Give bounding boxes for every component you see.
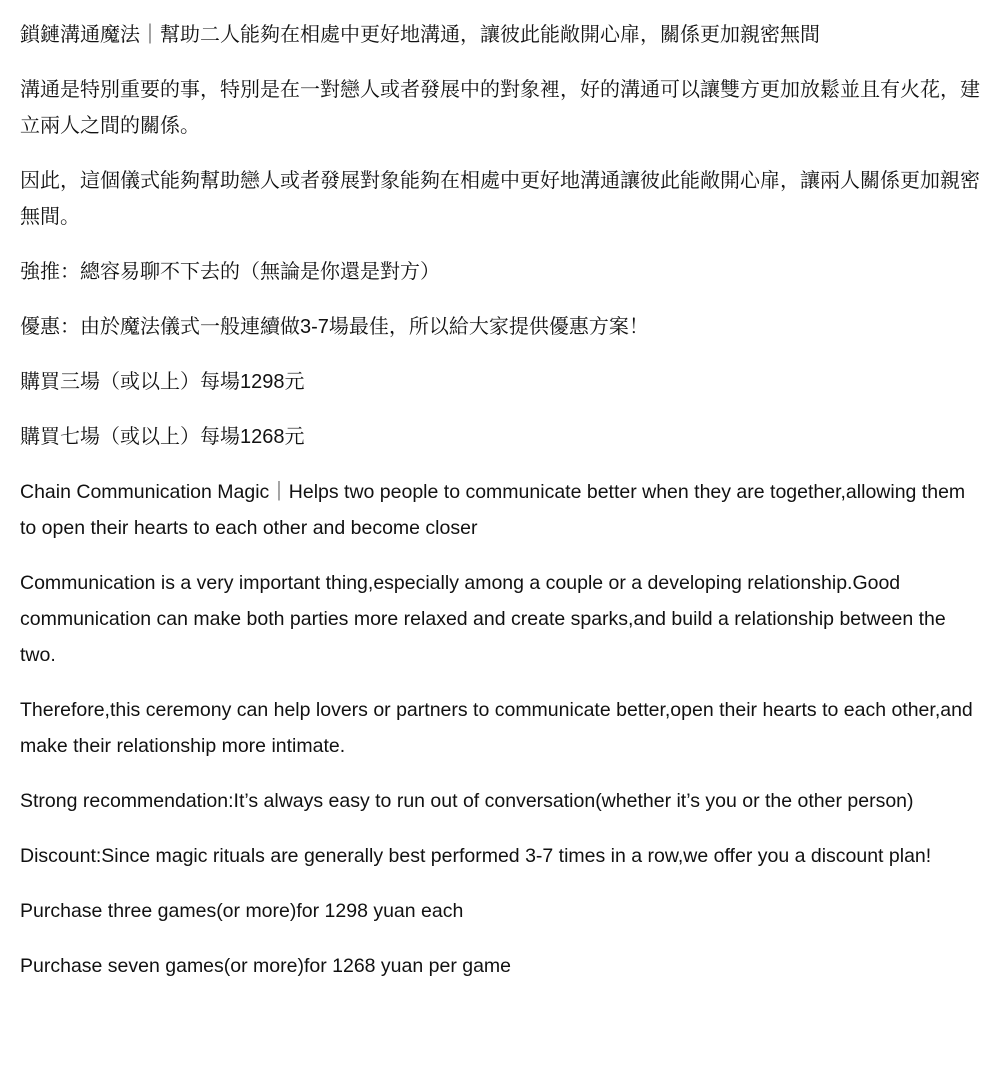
- zh-price-three: 購買三場（或以上）每場1298元: [20, 371, 305, 393]
- en-purpose: Therefore,this ceremony can help lovers or partners to communicate better,open their hearts to each other,and make their relationship more intimate.: [20, 699, 973, 757]
- en-recommendation: Strong recommendation:It’s always easy to run out of conversation(whether it’s you or the other person): [20, 790, 914, 812]
- zh-price-seven: 購買七場（或以上）每場1268元: [20, 426, 305, 448]
- en-price-seven: Purchase seven games(or more)for 1268 yuan per game: [20, 955, 512, 977]
- en-title: Chain Communication Magic｜Helps two people to communicate better when they are together,allowing them to open their hearts to each other and become closer: [20, 481, 966, 539]
- zh-recommendation: 強推：總容易聊不下去的（無論是你還是對方）: [20, 261, 440, 283]
- zh-intro: 溝通是特別重要的事，特別是在一對戀人或者發展中的對象裡，好的溝通可以讓雙方更加放鬆並且有火花，建立兩人之間的關係。: [20, 79, 980, 137]
- zh-title: 鎖鏈溝通魔法｜幫助二人能夠在相處中更好地溝通，讓彼此能敞開心扉，關係更加親密無間: [20, 24, 820, 46]
- zh-purpose: 因此，這個儀式能夠幫助戀人或者發展對象能夠在相處中更好地溝通讓彼此能敞開心扉，讓兩人關係更加親密無間。: [20, 170, 980, 228]
- en-price-three: Purchase three games(or more)for 1298 yuan each: [20, 900, 464, 922]
- zh-discount: 優惠：由於魔法儀式一般連續做3-7場最佳，所以給大家提供優惠方案！: [20, 316, 649, 338]
- en-discount: Discount:Since magic rituals are generally best performed 3-7 times in a row,we offer you a discount plan!: [20, 845, 932, 867]
- en-intro: Communication is a very important thing,especially among a couple or a developing relationship.Good communication can make both parties more relaxed and create sparks,and build a relationship between the two.: [20, 572, 946, 666]
